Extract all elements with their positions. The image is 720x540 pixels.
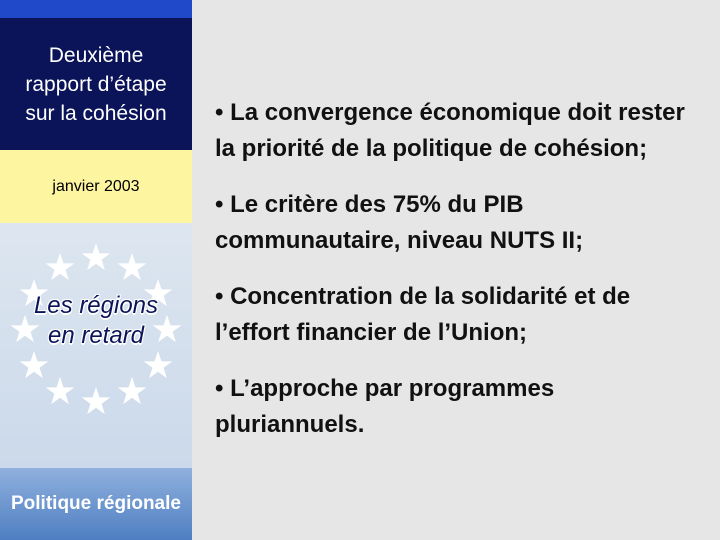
bullet-list (215, 95, 710, 463)
emblem-caption: Les régions en retard (33, 292, 159, 349)
date-block (0, 150, 192, 223)
bullet-item: • La convergence économique doit rester la priorité de la politique de cohésion; (215, 99, 685, 162)
bullet-item: • Concentration de la solidarité et de l’effort financier de l’Union; (215, 283, 631, 346)
footer-block (0, 468, 192, 540)
bullet-item: • Le critère des 75% du PIB communautaire, niveau NUTS II; (215, 191, 584, 254)
top-accent-strip (0, 0, 192, 18)
footer-label: Politique régionale (11, 493, 181, 514)
bullet-item: • L’approche par programmes pluriannuels. (215, 375, 555, 438)
report-title: Deuxième rapport d’étape sur la cohésion (25, 43, 167, 125)
report-date: janvier 2003 (52, 177, 140, 195)
eu-emblem-block (0, 223, 192, 468)
report-title-block (0, 18, 192, 150)
sidebar (0, 0, 192, 540)
